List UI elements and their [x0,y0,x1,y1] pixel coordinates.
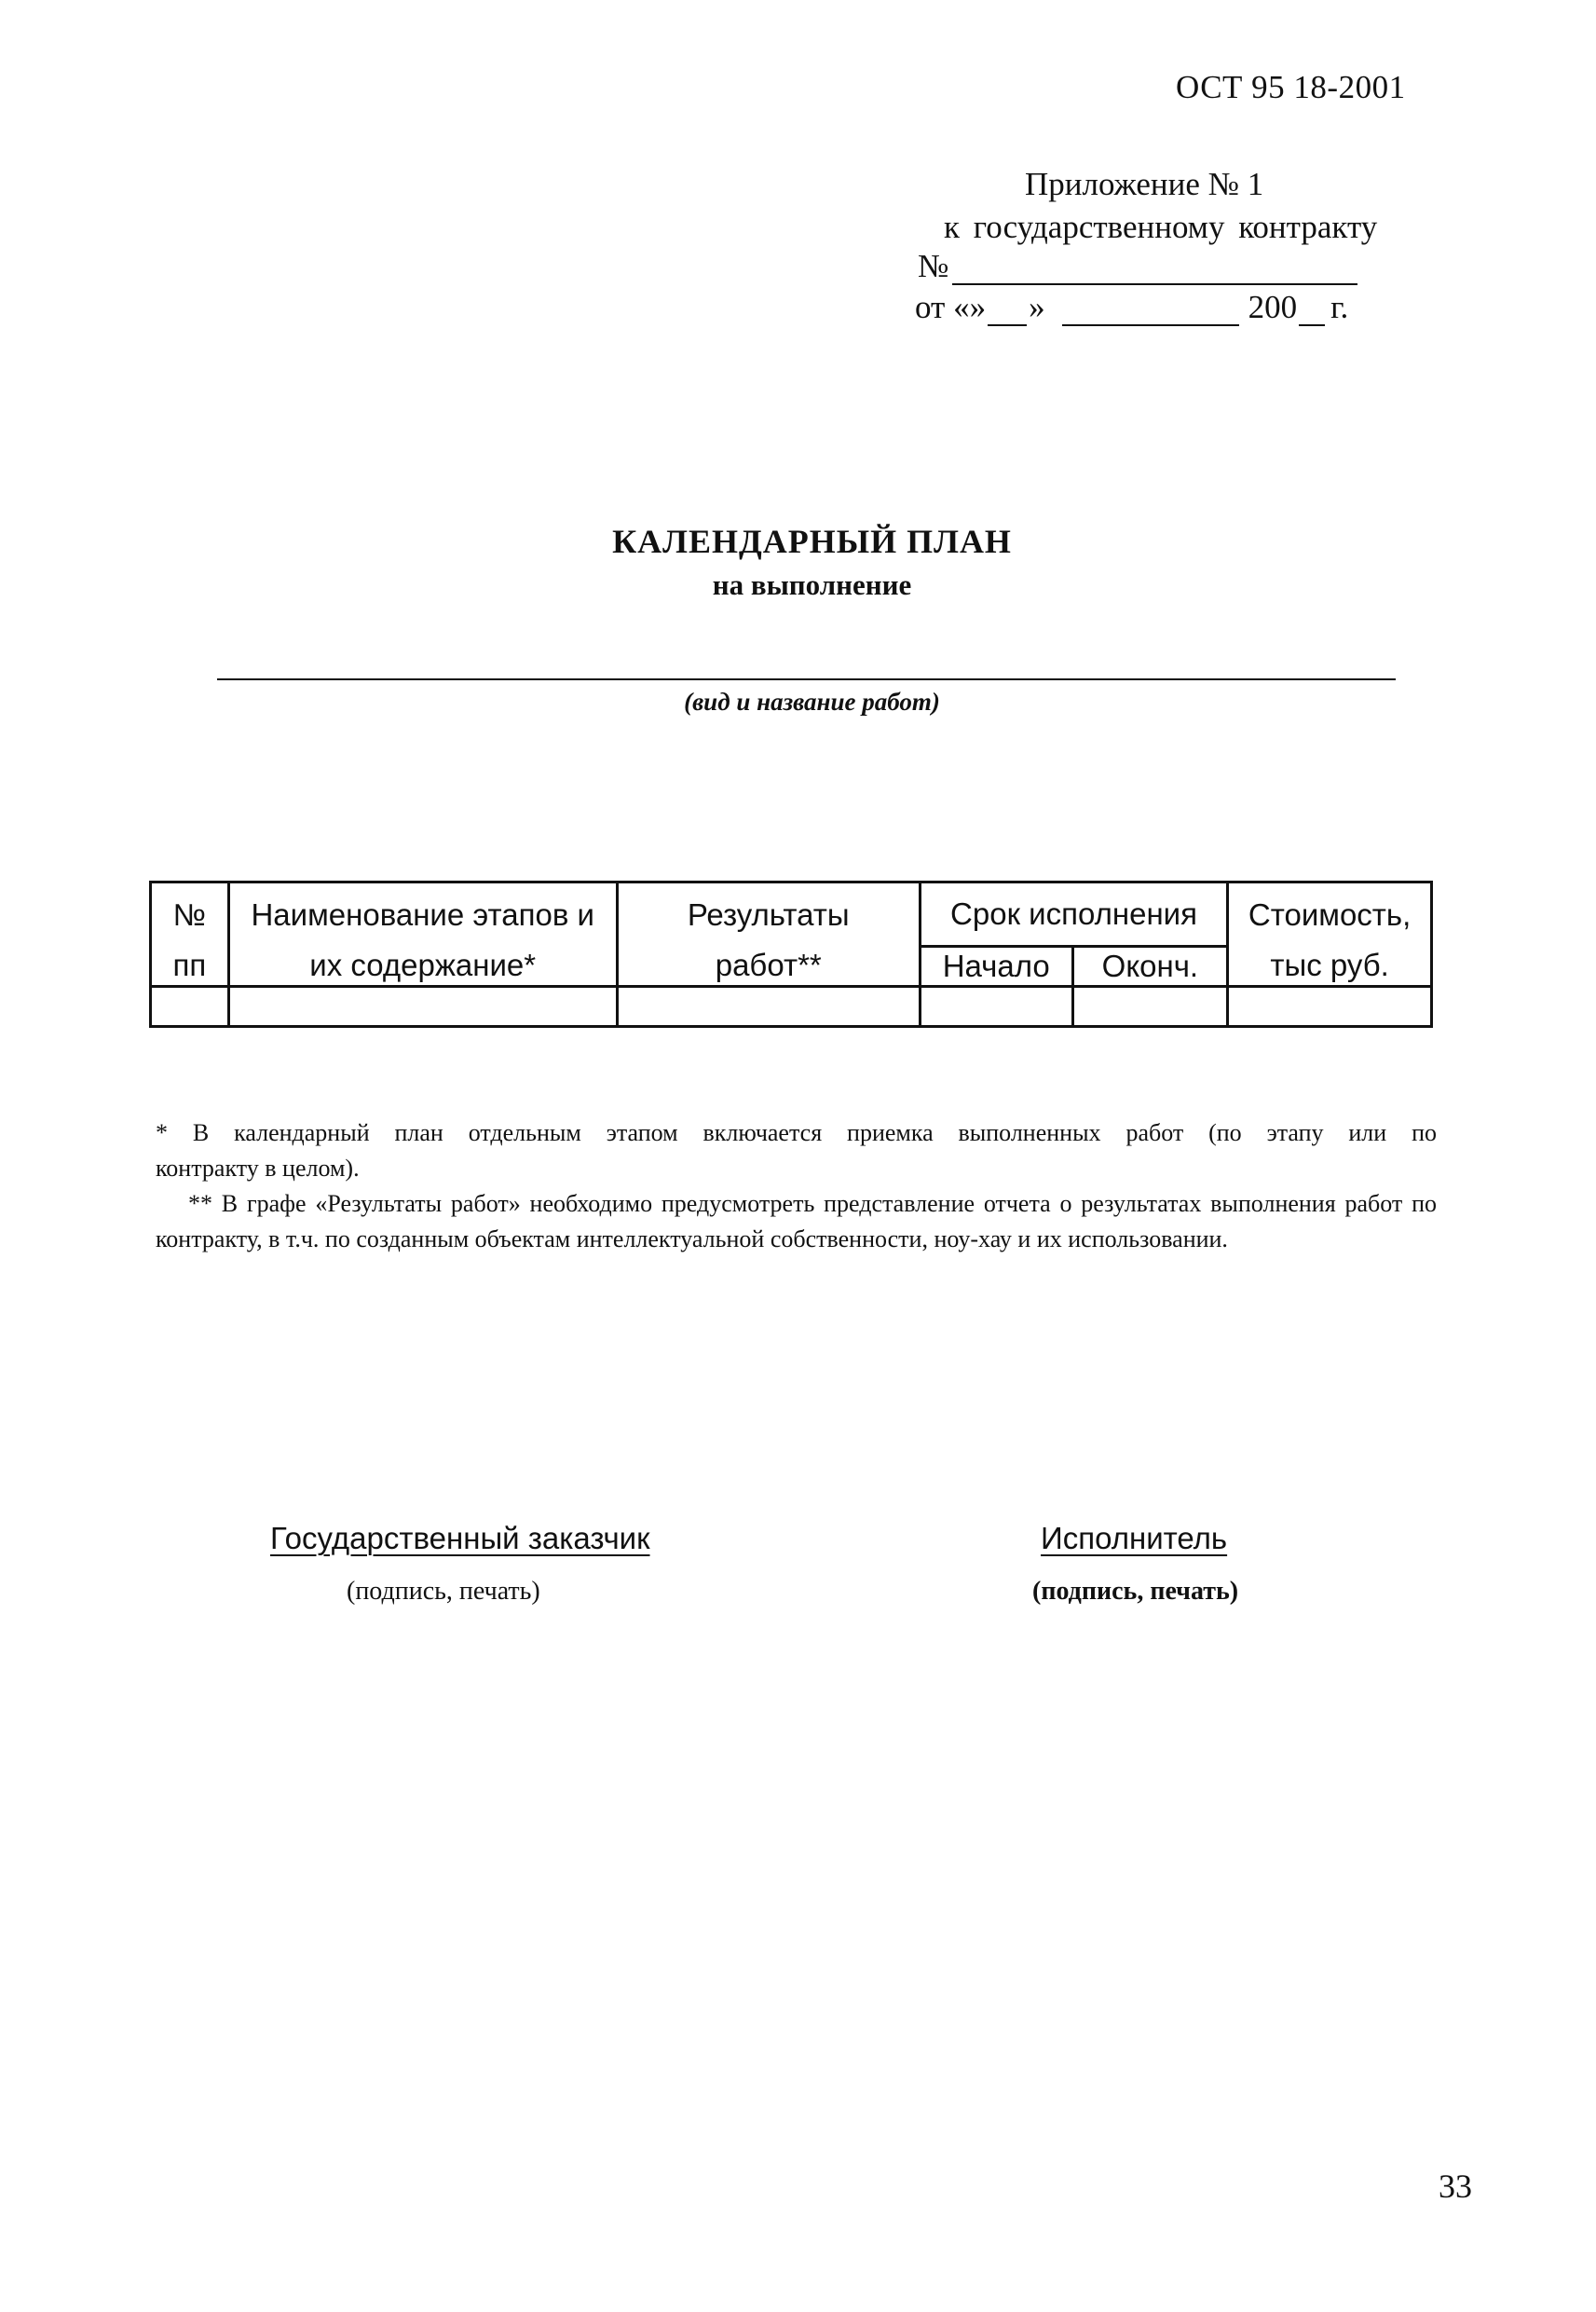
calendar-plan-table [149,881,1433,1028]
header-stage-name: Наименование этапов и [228,882,617,947]
table-cell [1072,987,1228,1027]
contract-number-line [918,248,1361,285]
header-start: Начало [920,947,1072,987]
annex-title: Приложение № 1 [1025,166,1264,202]
day-blank [988,296,1027,326]
year-suffix: г. [1330,289,1349,325]
page-number: 33 [1439,2168,1472,2205]
year-blank [1299,296,1325,326]
contract-number-blank [952,255,1357,285]
footnote-1-continuation: контракту в целом). [156,1155,360,1182]
table-cell [151,987,229,1027]
table-header-row [151,882,1432,947]
document-title: КАЛЕНДАРНЫЙ ПЛАН [612,523,1012,560]
table-cell [617,987,920,1027]
header-results-line2: работ** [617,947,920,987]
table-cell [228,987,617,1027]
header-no-line2: пп [151,947,229,987]
date-prefix: от «» [915,289,987,325]
year-prefix: 200 [1248,289,1298,325]
header-end: Оконч. [1072,947,1228,987]
date-quote: » [1029,289,1045,325]
document-subtitle: на выполнение [712,568,912,601]
header-cost-line2: тыс руб. [1228,947,1432,987]
customer-signature-caption: (подпись, печать) [347,1577,540,1606]
table-subheader-row [151,947,1432,987]
header-stage-name-line2: их содержание* [228,947,617,987]
contractor-signature-label: Исполнитель [1041,1521,1228,1555]
work-name-caption: (вид и название работ) [684,688,940,716]
header-results: Результаты [617,882,920,947]
table-cell [1228,987,1432,1027]
customer-signature-label: Государственный заказчик [270,1521,650,1555]
footnote-2: ** В графе «Результаты работ» необходимо предусмотреть представление отчета о результатах выполнения работ по контракту, в т.ч. по созданным объектам интеллектуальной собственности, ноу-хау и их использовании. [156,1190,1437,1252]
contract-date-line [915,289,1348,326]
document-code: ОСТ 95 18-2001 [1176,69,1406,105]
annex-contract-line: к государственному контракту [944,209,1378,245]
number-sign: № [918,248,949,284]
contractor-signature-caption: (подпись, печать) [1032,1577,1239,1606]
work-name-blank-line [217,678,1396,680]
month-blank [1062,296,1239,326]
header-cost: Стоимость, [1228,882,1432,947]
header-no: № [151,882,229,947]
table-cell [920,987,1072,1027]
footnote-1: * В календарный план отдельным этапом включается приемка выполненных работ (по этапу или по [156,1119,1437,1146]
header-term: Срок исполнения [920,882,1227,947]
table-row [151,987,1432,1027]
